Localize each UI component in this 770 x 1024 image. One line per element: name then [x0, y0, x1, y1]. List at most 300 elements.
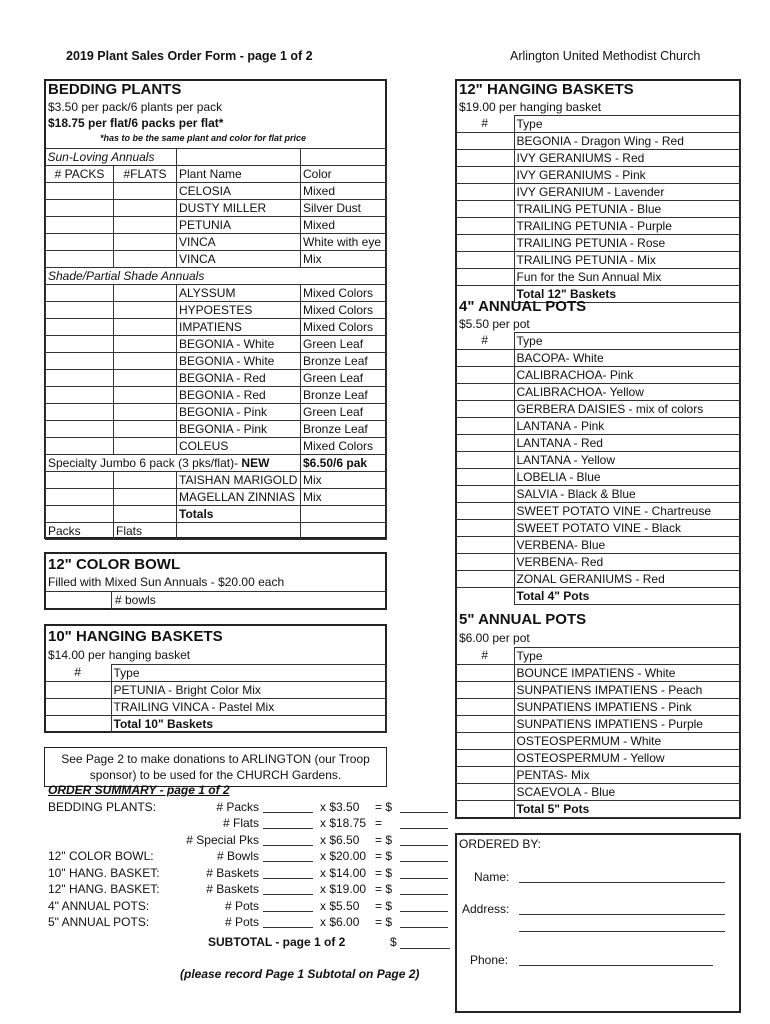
plant-name: BEGONIA - Pink [177, 404, 301, 421]
bedding-row [46, 353, 387, 370]
plant-name: BEGONIA - Red [177, 370, 301, 387]
packs-field[interactable] [46, 200, 114, 217]
address-field-2[interactable] [519, 917, 725, 932]
type-name: IVY GERANIUMS - Pink [514, 167, 740, 184]
type-name: LANTANA - Pink [514, 418, 740, 435]
qty-field[interactable] [45, 682, 111, 699]
list-item [456, 150, 740, 167]
packs-field[interactable] [46, 183, 114, 200]
plant-color: Bronze Leaf [301, 353, 387, 370]
hash-header: # [481, 333, 489, 348]
type-header-row [456, 333, 740, 350]
type-name: SWEET POTATO VINE - Black [514, 520, 740, 537]
summary-row [48, 833, 448, 848]
specialty-heading-row [46, 455, 387, 472]
list-item [456, 767, 740, 784]
packs-field[interactable] [46, 387, 114, 404]
bedding-row [46, 251, 387, 268]
list-item [456, 350, 740, 367]
hb10-price: $14.00 per hanging basket [48, 648, 191, 662]
bedding-row [46, 217, 387, 234]
bedding-row [46, 404, 387, 421]
bedding-price-pack: $3.50 per pack/6 plants per pack [48, 100, 223, 114]
blank-cell [301, 149, 387, 166]
plant-color: Mix [301, 251, 387, 268]
plant-name: TAISHAN MARIGOLD [177, 472, 301, 489]
qty-field[interactable] [456, 184, 514, 201]
hb12-price: $19.00 per hanging basket [459, 100, 602, 114]
summary-price: x $18.75 [320, 816, 367, 830]
list-item [456, 699, 740, 716]
summary-row [48, 816, 448, 831]
list-item [456, 184, 740, 201]
summary-amount-field[interactable] [400, 882, 448, 895]
type-header: Type [514, 648, 740, 665]
summary-qty-field[interactable] [263, 899, 313, 912]
summary-amount-field[interactable] [400, 866, 448, 879]
packs-label: Packs [46, 523, 114, 540]
totals-label: Totals [177, 506, 301, 523]
pots5-table [456, 647, 741, 818]
packs-field[interactable] [46, 319, 114, 336]
bedding-row [46, 438, 387, 455]
packs-field[interactable] [46, 234, 114, 251]
qty-field[interactable] [456, 486, 514, 503]
type-header-row [456, 116, 740, 133]
qty-field[interactable] [456, 235, 514, 252]
total-qty-field[interactable] [45, 716, 111, 733]
address-field-1[interactable] [519, 900, 725, 915]
summary-price: x $6.50 [320, 833, 360, 847]
pots4-price: $5.50 per pot [459, 317, 530, 331]
qty-field[interactable] [456, 682, 514, 699]
col-color-header: Color [301, 166, 387, 183]
flats-field[interactable] [114, 353, 177, 370]
plant-name: BEGONIA - Pink [177, 421, 301, 438]
type-name: VERBENA- Red [514, 554, 740, 571]
bedding-row [46, 302, 387, 319]
list-item [456, 167, 740, 184]
type-name: TRAILING VINCA - Pastel Mix [111, 699, 386, 716]
qty-field[interactable] [456, 784, 514, 801]
plant-name: BEGONIA - Red [177, 387, 301, 404]
flats-field[interactable] [114, 489, 177, 506]
bowl-label: # bowls [115, 593, 156, 607]
plant-name: ALYSSUM [177, 285, 301, 302]
bedding-row [46, 183, 387, 200]
plant-color: Green Leaf [301, 370, 387, 387]
packs-field[interactable] [46, 370, 114, 387]
total-row [456, 588, 740, 605]
type-name: LOBELIA - Blue [514, 469, 740, 486]
donation-text-2: sponsor) to be used for the CHURCH Gardens. [89, 768, 342, 782]
list-item [456, 367, 740, 384]
plant-color: White with eye [301, 234, 387, 251]
summary-qty-label: # Pots [224, 899, 259, 913]
total-label: Total 5" Pots [514, 801, 740, 818]
qty-field[interactable] [456, 750, 514, 767]
qty-field[interactable] [456, 269, 514, 286]
plant-name: VINCA [177, 251, 301, 268]
packs-total-field[interactable] [46, 506, 114, 523]
plant-color: Green Leaf [301, 336, 387, 353]
qty-field[interactable] [456, 537, 514, 554]
type-name: SUNPATIENS IMPATIENS - Purple [514, 716, 740, 733]
plant-color: Mixed [301, 183, 387, 200]
type-name: Fun for the Sun Annual Mix [514, 269, 740, 286]
plant-color: Bronze Leaf [301, 387, 387, 404]
flats-field[interactable] [114, 370, 177, 387]
summary-eq: = $ [375, 800, 393, 814]
type-name: TRAILING PETUNIA - Blue [514, 201, 740, 218]
type-name: CALIBRACHOA- Yellow [514, 384, 740, 401]
blank-cell [177, 149, 301, 166]
qty-field[interactable] [456, 554, 514, 571]
qty-field[interactable] [456, 452, 514, 469]
summary-row [48, 915, 448, 930]
summary-amount-field[interactable] [400, 816, 448, 829]
plant-name: MAGELLAN ZINNIAS [177, 489, 301, 506]
qty-field[interactable] [456, 665, 514, 682]
new-badge: NEW [241, 455, 270, 470]
hb10-title: 10" HANGING BASKETS [48, 628, 223, 645]
summary-amount-field[interactable] [400, 849, 448, 862]
form-title: 2019 Plant Sales Order Form - page 1 of 2 [66, 49, 313, 63]
flats-label: Flats [114, 523, 177, 540]
packs-field[interactable] [46, 302, 114, 319]
blank-cell [301, 523, 387, 540]
type-name: IVY GERANIUM - Lavender [514, 184, 740, 201]
type-name: SUNPATIENS IMPATIENS - Pink [514, 699, 740, 716]
flats-field[interactable] [114, 421, 177, 438]
list-item [456, 269, 740, 286]
col-packs-header: # PACKS [46, 166, 114, 183]
list-item [45, 682, 386, 699]
plant-name: HYPOESTES [177, 302, 301, 319]
flats-field[interactable] [114, 251, 177, 268]
plant-name: IMPATIENS [177, 319, 301, 336]
type-name: OSTEOSPERMUM - Yellow [514, 750, 740, 767]
list-item [456, 452, 740, 469]
type-name: GERBERA DAISIES - mix of colors [514, 401, 740, 418]
qty-field[interactable] [456, 367, 514, 384]
list-item [456, 133, 740, 150]
plant-color: Mix [301, 489, 387, 506]
qty-field[interactable] [456, 571, 514, 588]
summary-qty-label: # Baskets [206, 866, 259, 880]
bedding-row [46, 370, 387, 387]
plant-color: Mixed Colors [301, 438, 387, 455]
qty-field[interactable] [456, 418, 514, 435]
summary-qty-field[interactable] [263, 816, 313, 829]
bedding-row [46, 336, 387, 353]
list-item [456, 665, 740, 682]
specialty-label: Specialty Jumbo 6 pack (3 pks/flat)- [48, 455, 239, 470]
list-item [456, 401, 740, 418]
bedding-row [46, 421, 387, 438]
qty-field[interactable] [456, 716, 514, 733]
packs-field[interactable] [46, 336, 114, 353]
summary-qty-label: # Baskets [206, 882, 259, 896]
hb12-table [456, 115, 741, 303]
type-name: LANTANA - Yellow [514, 452, 740, 469]
summary-eq: = $ [375, 866, 393, 880]
plant-name: VINCA [177, 234, 301, 251]
name-field[interactable] [519, 868, 725, 883]
flats-field[interactable] [114, 404, 177, 421]
bedding-row [46, 200, 387, 217]
qty-field[interactable] [456, 133, 514, 150]
summary-title: ORDER SUMMARY - page 1 of 2 [48, 783, 230, 797]
flats-field[interactable] [114, 387, 177, 404]
list-item [456, 682, 740, 699]
summary-eq: = $ [375, 849, 393, 863]
flats-field[interactable] [114, 234, 177, 251]
summary-label: 12" HANG. BASKET: [48, 882, 160, 896]
type-header: Type [514, 333, 740, 350]
plant-color: Mixed [301, 217, 387, 234]
pots5-title: 5" ANNUAL POTS [459, 611, 587, 628]
shade-heading-row [46, 268, 387, 285]
bedding-row [46, 472, 387, 489]
list-item [456, 469, 740, 486]
summary-amount-field[interactable] [400, 800, 448, 813]
list-item [456, 784, 740, 801]
flats-field[interactable] [114, 302, 177, 319]
qty-field[interactable] [456, 218, 514, 235]
subtotal-field[interactable] [400, 935, 450, 949]
flats-field[interactable] [114, 183, 177, 200]
flats-total-field[interactable] [114, 506, 177, 523]
packs-field[interactable] [46, 285, 114, 302]
summary-row [48, 800, 448, 815]
type-name: SCAEVOLA - Blue [514, 784, 740, 801]
packs-field[interactable] [46, 489, 114, 506]
packs-field[interactable] [46, 251, 114, 268]
hb12-title: 12" HANGING BASKETS [459, 81, 634, 98]
plant-color: Mixed Colors [301, 319, 387, 336]
qty-field[interactable] [456, 733, 514, 750]
summary-label: 12" COLOR BOWL: [48, 849, 154, 863]
bedding-price-flat: $18.75 per flat/6 packs per flat* [48, 116, 224, 130]
donation-text-1: See Page 2 to make donations to ARLINGTON (our Troop [61, 752, 370, 766]
summary-eq: = [375, 816, 383, 830]
list-item [456, 520, 740, 537]
pots4-table [456, 332, 741, 605]
list-item [456, 218, 740, 235]
church-name: Arlington United Methodist Church [510, 49, 701, 63]
list-item [456, 201, 740, 218]
plant-color: Silver Dust [301, 200, 387, 217]
summary-amount-field[interactable] [400, 833, 448, 846]
summary-eq: = $ [375, 882, 393, 896]
col-flats-header: #FLATS [114, 166, 177, 183]
sun-heading-row [46, 149, 387, 166]
summary-price: x $5.50 [320, 899, 360, 913]
flats-field[interactable] [114, 285, 177, 302]
type-name: PETUNIA - Bright Color Mix [111, 682, 386, 699]
address-label: Address: [462, 902, 510, 916]
list-item [456, 252, 740, 269]
summary-qty-field[interactable] [263, 915, 313, 928]
subtotal-eq: $ [390, 935, 397, 949]
qty-field[interactable] [456, 469, 514, 486]
summary-label: 5" ANNUAL POTS: [48, 915, 150, 929]
totals-row [46, 506, 387, 523]
plant-name: BEGONIA - White [177, 353, 301, 370]
type-name: CALIBRACHOA- Pink [514, 367, 740, 384]
name-label: Name: [474, 870, 510, 884]
specialty-heading [46, 455, 301, 472]
type-header: Type [514, 116, 740, 133]
list-item [456, 486, 740, 503]
specialty-price: $6.50/6 pak [301, 455, 387, 472]
summary-amount-field[interactable] [400, 899, 448, 912]
type-name: TRAILING PETUNIA - Purple [514, 218, 740, 235]
plant-color: Green Leaf [301, 404, 387, 421]
plant-name: BEGONIA - White [177, 336, 301, 353]
list-item [456, 503, 740, 520]
pots5-price: $6.00 per pot [459, 631, 530, 645]
blank-cell [301, 268, 387, 285]
type-header-row [45, 665, 386, 682]
subtotal-note: (please record Page 1 Subtotal on Page 2) [180, 967, 420, 981]
bowl-row [45, 591, 386, 609]
total-qty-field[interactable] [456, 801, 514, 818]
summary-row [48, 882, 448, 897]
list-item [456, 554, 740, 571]
plant-name: DUSTY MILLER [177, 200, 301, 217]
summary-qty-label: # Flats [222, 816, 259, 830]
list-item [456, 750, 740, 767]
plant-color: Bronze Leaf [301, 421, 387, 438]
summary-eq: = $ [375, 915, 393, 929]
type-name: ZONAL GERANIUMS - Red [514, 571, 740, 588]
list-item [456, 571, 740, 588]
shade-heading: Shade/Partial Shade Annuals [46, 268, 301, 285]
subtotal-label: SUBTOTAL - page 1 of 2 [208, 935, 346, 949]
flats-field[interactable] [114, 200, 177, 217]
total-label: Total 4" Pots [514, 588, 740, 605]
flats-field[interactable] [114, 319, 177, 336]
summary-qty-label: # Special Pks [186, 833, 259, 847]
summary-amount-field[interactable] [400, 915, 448, 928]
column-header-row [46, 166, 387, 183]
bedding-row [46, 285, 387, 302]
packs-field[interactable] [46, 438, 114, 455]
packs-field[interactable] [46, 217, 114, 234]
summary-qty-label: # Pots [224, 915, 259, 929]
list-item [456, 716, 740, 733]
qty-field[interactable] [456, 520, 514, 537]
summary-row [48, 849, 448, 864]
packs-field[interactable] [46, 421, 114, 438]
type-name: TRAILING PETUNIA - Mix [514, 252, 740, 269]
plant-color: Mixed Colors [301, 285, 387, 302]
qty-field[interactable] [456, 167, 514, 184]
total-qty-field[interactable] [456, 588, 514, 605]
type-name: PENTAS- Mix [514, 767, 740, 784]
qty-field[interactable] [45, 699, 111, 716]
summary-price: x $19.00 [320, 882, 367, 896]
hash-header: # [481, 116, 489, 131]
qty-field[interactable] [456, 767, 514, 784]
col-plant-header: Plant Name [177, 166, 301, 183]
list-item [456, 435, 740, 452]
qty-field[interactable] [456, 384, 514, 401]
plant-name: CELOSIA [177, 183, 301, 200]
summary-qty-field[interactable] [263, 882, 313, 895]
bedding-title: BEDDING PLANTS [48, 81, 182, 98]
bowl-divider [111, 592, 112, 609]
bedding-row [46, 489, 387, 506]
phone-field[interactable] [519, 951, 713, 966]
plant-color: Mix [301, 472, 387, 489]
flats-field[interactable] [114, 438, 177, 455]
summary-eq: = $ [375, 899, 393, 913]
plant-name: PETUNIA [177, 217, 301, 234]
total-label: Total 10" Baskets [111, 716, 386, 733]
packs-flats-row [46, 523, 387, 540]
packs-field[interactable] [46, 353, 114, 370]
list-item [456, 418, 740, 435]
list-item [456, 733, 740, 750]
flats-field[interactable] [114, 336, 177, 353]
summary-price: x $6.00 [320, 915, 360, 929]
type-name: TRAILING PETUNIA - Rose [514, 235, 740, 252]
flats-field[interactable] [114, 217, 177, 234]
summary-qty-label: # Bowls [216, 849, 259, 863]
type-name: VERBENA- Blue [514, 537, 740, 554]
type-name: OSTEOSPERMUM - White [514, 733, 740, 750]
packs-field[interactable] [46, 404, 114, 421]
qty-field[interactable] [456, 350, 514, 367]
summary-qty-field[interactable] [263, 833, 313, 846]
qty-field[interactable] [456, 150, 514, 167]
list-item [45, 699, 386, 716]
type-name: SALVIA - Black & Blue [514, 486, 740, 503]
qty-field[interactable] [456, 699, 514, 716]
qty-field[interactable] [456, 435, 514, 452]
hb10-table [45, 664, 387, 733]
summary-eq: = $ [375, 833, 393, 847]
total-row [45, 716, 386, 733]
qty-field[interactable] [456, 503, 514, 520]
summary-row [48, 866, 448, 881]
type-name: LANTANA - Red [514, 435, 740, 452]
plant-color: Mixed Colors [301, 302, 387, 319]
summary-qty-field[interactable] [263, 866, 313, 879]
type-name: SWEET POTATO VINE - Chartreuse [514, 503, 740, 520]
qty-field[interactable] [456, 401, 514, 418]
list-item [456, 537, 740, 554]
bedding-row [46, 319, 387, 336]
flat-note: *has to be the same plant and color for flat price [100, 133, 307, 143]
packs-field[interactable] [46, 472, 114, 489]
qty-field[interactable] [456, 201, 514, 218]
hash-header: # [481, 648, 489, 663]
bedding-table [45, 148, 387, 540]
ordered-by-title: ORDERED BY: [459, 837, 542, 851]
qty-field[interactable] [456, 252, 514, 269]
type-header-row [456, 648, 740, 665]
flats-field[interactable] [114, 472, 177, 489]
bedding-row [46, 387, 387, 404]
list-item [456, 384, 740, 401]
type-name: BACOPA- White [514, 350, 740, 367]
summary-qty-field[interactable] [263, 800, 313, 813]
summary-qty-field[interactable] [263, 849, 313, 862]
